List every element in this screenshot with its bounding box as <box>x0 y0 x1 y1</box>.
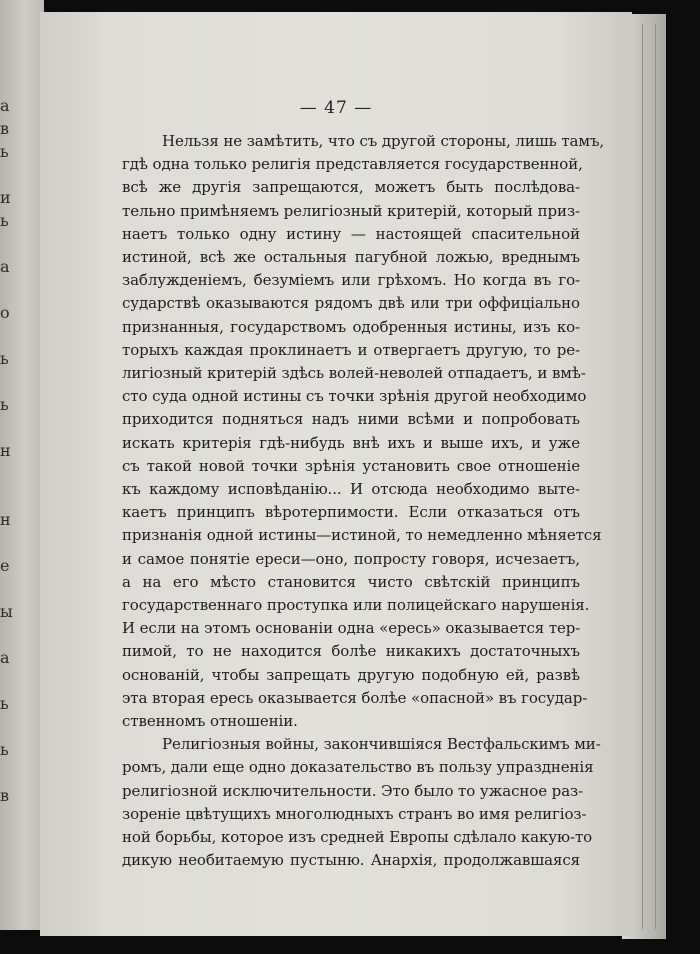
facing-page-fragment: а <box>0 96 10 115</box>
text-line: каетъ принципъ вѣротерпимости. Если отказаться отъ <box>122 503 580 522</box>
text-line: заблужденіемъ, безуміемъ или грѣхомъ. Но когда въ го- <box>122 271 580 290</box>
text-line: приходится подняться надъ ними всѣми и попробовать <box>122 410 580 429</box>
text-line: сто суда одной истины съ точки зрѣнія другой необходимо <box>122 387 587 406</box>
page-body-text <box>122 130 605 873</box>
facing-page-fragment: н <box>0 441 11 460</box>
text-line: государственнаго проступка или полицейскаго нарушенія. <box>122 596 590 615</box>
text-line: дикую необитаемую пустыню. Анархія, продолжавшаяся <box>122 851 580 870</box>
facing-page-fragment: а <box>0 648 10 667</box>
facing-page-fragment: е <box>0 556 10 575</box>
text-line: истиной, всѣ же остальныя пагубной ложью, вреднымъ <box>122 248 580 267</box>
facing-page-fragment: ь <box>0 349 9 368</box>
text-line: и самое понятіе ереси—оно, попросту говоря, исчезаетъ, <box>122 549 580 568</box>
text-line: Нельзя не замѣтить, что съ другой стороны, лишь тамъ, <box>162 132 605 150</box>
text-line: эта вторая ересь оказывается болѣе «опасной» въ государ- <box>122 688 588 707</box>
text-line: къ каждому исповѣданію... И отсюда необходимо выте- <box>122 480 580 499</box>
facing-page-fragment: ь <box>0 694 9 713</box>
text-line: ственномъ отношеніи. <box>122 712 298 731</box>
text-line: признанія одной истины—истиной, то немедленно мѣняется <box>122 526 602 545</box>
facing-page-fragment: в <box>0 119 10 138</box>
text-line: ромъ, дали еще одно доказательство въ пользу упраздненія <box>122 758 594 777</box>
facing-page-edge <box>0 0 44 930</box>
text-line: гдѣ одна только религія представляется государственной, <box>122 155 583 174</box>
text-line: всѣ же другія запрещаются, можетъ быть послѣдова- <box>122 178 580 197</box>
text-line: а на его мѣсто становится чисто свѣтскій принципъ <box>122 572 580 591</box>
text-line: И если на этомъ основаніи одна «ересь» оказывается тер- <box>122 619 581 638</box>
facing-page-fragment: ь <box>0 142 9 161</box>
facing-page-fragment: н <box>0 510 11 529</box>
facing-page-fragment: ь <box>0 395 9 414</box>
text-line: ной борьбы, которое изъ средней Европы сдѣлало какую-то <box>122 828 593 847</box>
text-line: сударствѣ оказываются рядомъ двѣ или три оффиціально <box>122 294 580 313</box>
text-line: Религіозныя войны, закончившіяся Вестфальскимъ ми- <box>162 735 601 754</box>
text-line: признанныя, государствомъ одобренныя истины, изъ ко- <box>122 317 580 336</box>
text-line: пимой, то не находится болѣе никакихъ достаточныхъ <box>122 642 580 661</box>
facing-page-fragment: о <box>0 303 10 322</box>
facing-page-fragment: а <box>0 257 10 276</box>
page-edge-line <box>642 24 643 929</box>
text-line: торыхъ каждая проклинаетъ и отвергаетъ другую, то ре- <box>122 340 580 359</box>
facing-page-fragment: ь <box>0 740 9 759</box>
page-number: — 47 — <box>299 98 373 118</box>
text-line: наетъ только одну истину — настоящей спасительной <box>122 224 580 243</box>
facing-page-fragment: ь <box>0 211 9 230</box>
text-line: основаній, чтобы запрещать другую подобную ей, развѣ <box>122 665 580 684</box>
text-line: тельно примѣняемъ религіозный критерій, который приз- <box>122 201 580 220</box>
book-page <box>40 12 632 936</box>
text-line: искать критерія гдѣ-нибудь внѣ ихъ и выше ихъ, и уже <box>122 433 580 452</box>
facing-page-fragment: в <box>0 786 10 805</box>
facing-page-fragment: и <box>0 188 11 207</box>
facing-page-fragment: ы <box>0 602 13 621</box>
text-line: лигіозный критерій здѣсь волей-неволей отпадаетъ, и вмѣ- <box>122 364 586 383</box>
text-line: религіозной исключительности. Это было то ужасное раз- <box>122 781 584 800</box>
text-line: зореніе цвѣтущихъ многолюдныхъ странъ во имя религіоз- <box>122 804 587 823</box>
page-edge-line <box>655 24 656 929</box>
text-line: съ такой новой точки зрѣнія установить свое отношеніе <box>122 456 580 475</box>
